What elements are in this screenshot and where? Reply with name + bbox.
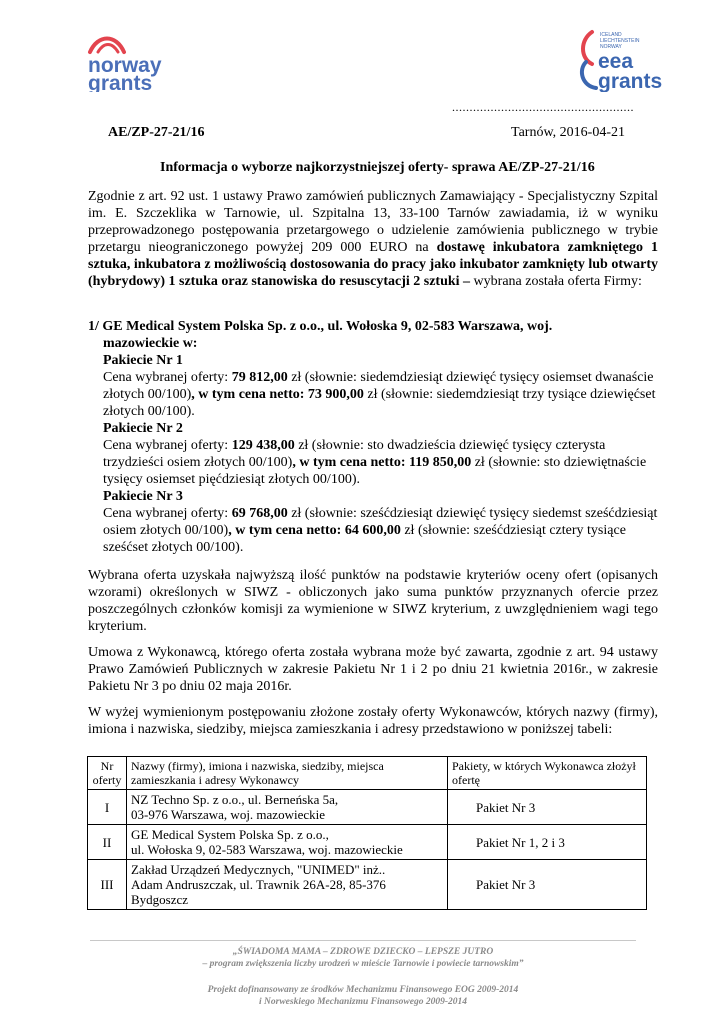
- offer-nr: II: [88, 825, 127, 860]
- winner-heading-line2: mazowieckie w:: [103, 336, 198, 351]
- winner-section: [88, 318, 658, 556]
- case-reference: AE/ZP-27-21/16: [108, 125, 205, 140]
- header-packages: Pakiety, w których Wykonawca złożył ofertę: [448, 757, 647, 790]
- package-1-net: 73 900,00: [307, 387, 364, 402]
- header-nr: Nr oferty: [88, 757, 127, 790]
- package-3-label: Pakiecie Nr 3: [103, 489, 183, 504]
- package-1-gross: 79 812,00: [231, 370, 288, 385]
- footer-line4: i Norweskiego Mechanizmu Finansowego 2009-2014: [259, 997, 467, 1007]
- table-row: [88, 825, 647, 860]
- offer-contractor: GE Medical System Polska Sp. z o.o., ul. Wołoska 9, 02-583 Warszawa, woj. mazowieckie: [127, 825, 448, 860]
- intro-paragraph: [88, 188, 658, 290]
- norway-logo-line2: grants: [88, 72, 153, 92]
- norway-logo-line1: norway: [88, 54, 162, 77]
- package-2-price: Cena wybranej oferty: 129 438,00 zł (słownie: sto dwadzieścia dziewięć tysięcy czterysta trzydzieści osiem złotych 00/100), w tym cena netto: 119 850,00 zł (słownie: sto dziewiętnaście tysięcy osiemset pięćdziesiąt złotych 00/100).: [103, 438, 647, 487]
- package-2-net: 119 850,00: [408, 455, 472, 470]
- offer-nr: I: [88, 790, 127, 825]
- footer-funding: [90, 984, 636, 1008]
- offer-contractor: NZ Techno Sp. z o.o., ul. Berneńska 5a, 03-976 Warszawa, woj. mazowieckie: [127, 790, 448, 825]
- document-title: Informacja o wyborze najkorzystniejszej oferty- sprawa AE/ZP-27-21/16: [160, 160, 595, 175]
- eea-logo-line1: eea: [598, 50, 634, 73]
- offer-contractor: Zakład Urządzeń Medycznych, "UNIMED" inż.. Adam Andruszczak, ul. Trawnik 26A-28, 85-376 Bydgoszcz: [127, 860, 448, 910]
- offer-nr: III: [88, 860, 127, 910]
- footer-line2: – program zwiększenia liczby urodzeń w mieście Tarnowie i powiecie tarnowskim”: [202, 959, 524, 969]
- eea-logo-small-1: ICELAND: [600, 32, 622, 38]
- footer-divider: [90, 940, 636, 941]
- eea-grants-logo: [578, 28, 668, 92]
- intro-text: Zgodnie z art. 92 ust. 1 ustawy Prawo zamówień publicznych Zamawiający - Specjalistyczny Szpital im. E. Szczeklika w Tarnowie, ul. Szpitalna 13, 33-100 Tarnów zawiadamia, iż w wyniku przeprowadzonego postępowania przetargowego o udzielenie zamówienia publicznego w trybie przetargu nieograniczonego powyżej 209 000 EURO na: [88, 189, 658, 255]
- contract-paragraph: Umowa z Wykonawcą, którego oferta została wybrana może być zawarta, zgodnie z art. 94 ustawy Prawo Zamówień Publicznych w zakresie Pakietu Nr 1 i 2 po dniu 21 kwietnia 2016r., w zakresie Pakietu Nr 3 po dniu 02 maja 2016r.: [88, 645, 658, 694]
- table-header-row: [88, 757, 647, 790]
- norway-grants-logo: [86, 32, 186, 92]
- package-2-label: Pakiecie Nr 2: [103, 421, 183, 436]
- package-3-net: 64 600,00: [344, 523, 401, 538]
- document-date: Tarnów, 2016-04-21: [511, 125, 625, 140]
- package-3-price: Cena wybranej oferty: 69 768,00 zł (słownie: sześćdziesiąt dziewięć tysięcy siedemst sześćdziesiąt osiem złotych 00/100), w tym cena netto: 64 600,00 zł (słownie: sześćdziesiąt cztery tysiące sześćset złotych 00/100).: [103, 506, 658, 555]
- package-2-gross: 129 438,00: [231, 438, 295, 453]
- footer-line1: „ŚWIADOMA MAMA – ZDROWE DZIECKO – LEPSZE JUTRO: [232, 947, 494, 957]
- criteria-paragraph: Wybrana oferta uzyskała najwyższą ilość punktów na podstawie kryteriów oceny ofert (opisanych wzorami) określonych w SIWZ - obliczonych jako suma punktów przyznanych ofercie przez poszczególnych członków komisji za wymienione w SIWZ kryterium, z uwzględnieniem wagi tego kryterium.: [88, 568, 658, 634]
- package-1-price: Cena wybranej oferty: 79 812,00 zł (słownie: siedemdziesiąt dziewięć tysięcy osiemset dwanaście złotych 00/100), w tym cena netto: 73 900,00 zł (słownie: siedemdziesiąt trzy tysiące dziewięćset złotych 00/100).: [103, 370, 656, 419]
- table-row: [88, 860, 647, 910]
- offer-packages: Pakiet Nr 1, 2 i 3: [448, 825, 647, 860]
- package-3-gross: 69 768,00: [231, 506, 288, 521]
- eea-logo-small-3: NORWAY: [600, 44, 622, 50]
- offer-packages: Pakiet Nr 3: [448, 860, 647, 910]
- eea-logo-small-2: LIECHTENSTEIN: [600, 38, 640, 44]
- offer-packages: Pakiet Nr 3: [448, 790, 647, 825]
- footer-program: [90, 946, 636, 970]
- header-contractor: Nazwy (firmy), imiona i nazwiska, siedziby, miejsca zamieszkania i adresy Wykonawcy: [127, 757, 448, 790]
- signature-dots: ....................................................: [452, 100, 634, 114]
- footer-line3: Projekt dofinansowany ze środków Mechanizmu Finansowego EOG 2009-2014: [207, 985, 519, 995]
- table-row: [88, 790, 647, 825]
- table-intro-paragraph: W wyżej wymienionym postępowaniu złożone zostały oferty Wykonawców, których nazwy (firmy), imiona i nazwiska, siedziby, miejsca zamieszkania i adresy przedstawiono w poniższej tabeli:: [88, 705, 658, 737]
- intro-subject: dostawę inkubatora zamkniętego 1 sztuka, inkubatora z możliwością dostosowania do pracy jako inkubator zamknięty lub otwarty (hybrydowy) 1 sztuka oraz stanowiska do resuscytacji 2 sztuki –: [88, 240, 658, 289]
- eea-logo-line2: grants: [598, 70, 663, 92]
- winner-heading-line1: 1/ GE Medical System Polska Sp. z o.o., ul. Wołoska 9, 02-583 Warszawa, woj.: [88, 319, 553, 334]
- intro-tail: wybrana została oferta Firmy:: [470, 274, 642, 289]
- offers-table: [87, 756, 647, 910]
- package-1-label: Pakiecie Nr 1: [103, 353, 183, 368]
